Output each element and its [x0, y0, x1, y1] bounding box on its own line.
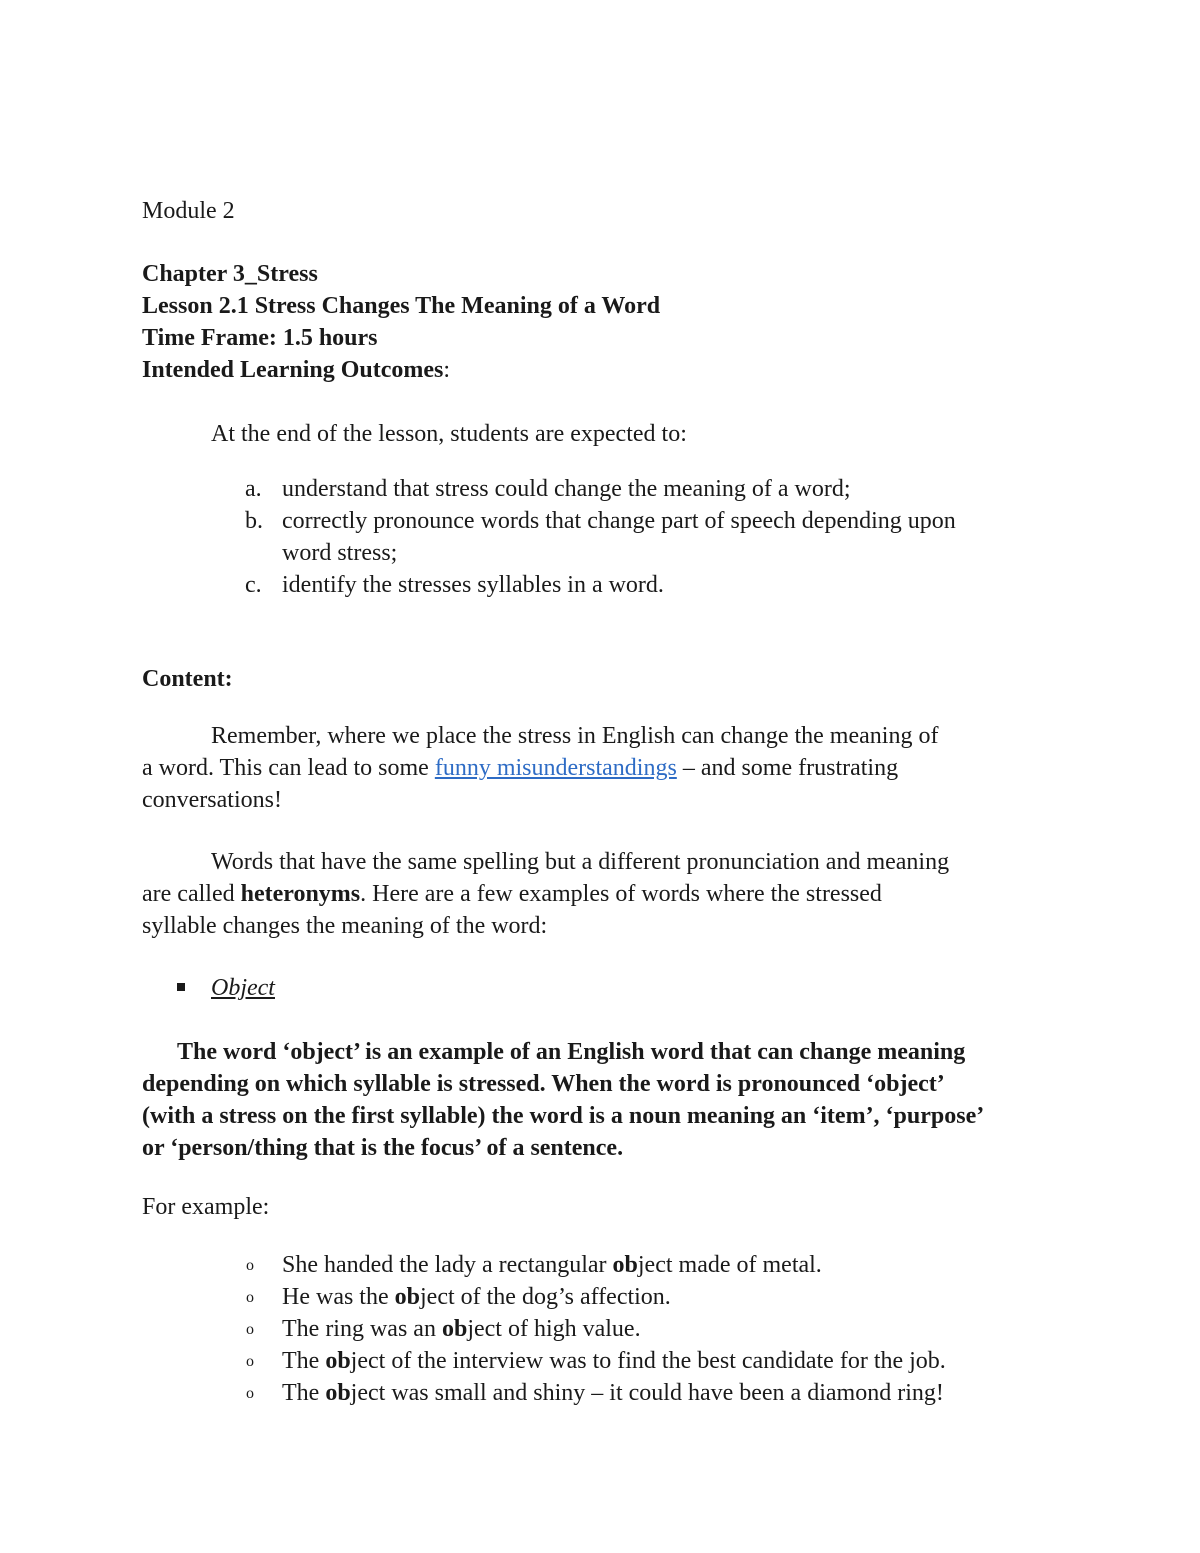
- paragraph-line: The word ‘object’ is an example of an English word that can change meaning: [177, 1039, 966, 1065]
- example-text: ject was small and shiny – it could have been a diamond ring!: [350, 1380, 944, 1406]
- stressed-syllable: ob: [325, 1380, 351, 1406]
- paragraph-line: [142, 878, 882, 910]
- example-text: ject of high value.: [467, 1316, 641, 1342]
- example-text: The ring was an: [282, 1316, 442, 1342]
- paragraph-line: Words that have the same spelling but a different pronunciation and meaning: [211, 849, 950, 875]
- outcomes-intro: At the end of the lesson, students are expected to:: [211, 421, 687, 447]
- example-word-heading: Object: [211, 975, 275, 1001]
- paragraph-text: depending on which syllable is stressed. When the word is pronounced ‘: [142, 1071, 875, 1097]
- square-bullet-icon: [177, 983, 185, 991]
- list-item-continuation: word stress;: [282, 540, 398, 566]
- list-item: understand that stress could change the meaning of a word;: [282, 476, 851, 502]
- lesson-title: Lesson 2.1 Stress Changes The Meaning of a Word: [142, 293, 661, 319]
- example-text: The: [282, 1348, 326, 1374]
- heteronyms-term: heteronyms: [240, 881, 361, 907]
- circle-bullet-icon: o: [246, 1289, 254, 1306]
- example-text: ject of the dog’s affection.: [420, 1284, 671, 1310]
- stressed-syllable: ob: [441, 1316, 468, 1342]
- list-marker: a.: [245, 476, 262, 502]
- list-item: [282, 1249, 822, 1281]
- for-example-label: For example:: [142, 1194, 270, 1220]
- stressed-syllable: ob: [874, 1071, 900, 1097]
- stressed-syllable: ob: [612, 1252, 638, 1278]
- outcomes-heading-text: Intended Learning Outcomes: [142, 357, 444, 383]
- example-text: ject made of metal.: [637, 1252, 822, 1278]
- paragraph-line: [142, 752, 898, 784]
- paragraph-text: . Here are a few examples of words where the stressed: [360, 881, 882, 907]
- circle-bullet-icon: o: [246, 1321, 254, 1338]
- example-text: She handed the lady a rectangular: [282, 1252, 613, 1278]
- list-marker: b.: [245, 508, 263, 534]
- chapter-title: Chapter 3_Stress: [142, 261, 318, 287]
- content-heading: Content:: [142, 666, 233, 692]
- module-title: Module 2: [142, 198, 235, 224]
- list-item: [282, 1345, 946, 1377]
- list-item: [282, 1281, 671, 1313]
- example-text: ject of the interview was to find the best candidate for the job.: [350, 1348, 946, 1374]
- paragraph-text: – and some frustrating: [676, 755, 899, 781]
- list-item: [282, 1377, 944, 1409]
- stressed-syllable: ob: [325, 1348, 351, 1374]
- circle-bullet-icon: o: [246, 1385, 254, 1402]
- paragraph-line: [142, 1068, 945, 1100]
- paragraph-line: conversations!: [142, 787, 282, 813]
- paragraph-text: ject’: [899, 1071, 945, 1097]
- list-item: [282, 1313, 641, 1345]
- list-item: identify the stresses syllables in a word.: [282, 572, 664, 598]
- example-text: The: [282, 1380, 326, 1406]
- list-marker: c.: [245, 572, 262, 598]
- circle-bullet-icon: o: [246, 1353, 254, 1370]
- circle-bullet-icon: o: [246, 1257, 254, 1274]
- outcomes-heading-colon: :: [443, 357, 451, 383]
- list-item: correctly pronounce words that change part of speech depending upon: [282, 508, 956, 534]
- paragraph-line: or ‘person/thing that is the focus’ of a sentence.: [142, 1135, 624, 1161]
- example-text: He was the: [282, 1284, 395, 1310]
- outcomes-heading: [142, 354, 450, 386]
- paragraph-line: Remember, where we place the stress in English can change the meaning of: [211, 723, 939, 749]
- paragraph-line: (with a stress on the first syllable) the word is a noun meaning an ‘item’, ‘purpose’: [142, 1103, 985, 1129]
- stressed-syllable: ob: [394, 1284, 420, 1310]
- paragraph-text: are called: [142, 881, 241, 907]
- paragraph-line: syllable changes the meaning of the word:: [142, 913, 548, 939]
- paragraph-text: a word. This can lead to some: [142, 755, 435, 781]
- funny-misunderstandings-link[interactable]: funny misunderstandings: [434, 755, 677, 781]
- time-frame: Time Frame: 1.5 hours: [142, 325, 378, 351]
